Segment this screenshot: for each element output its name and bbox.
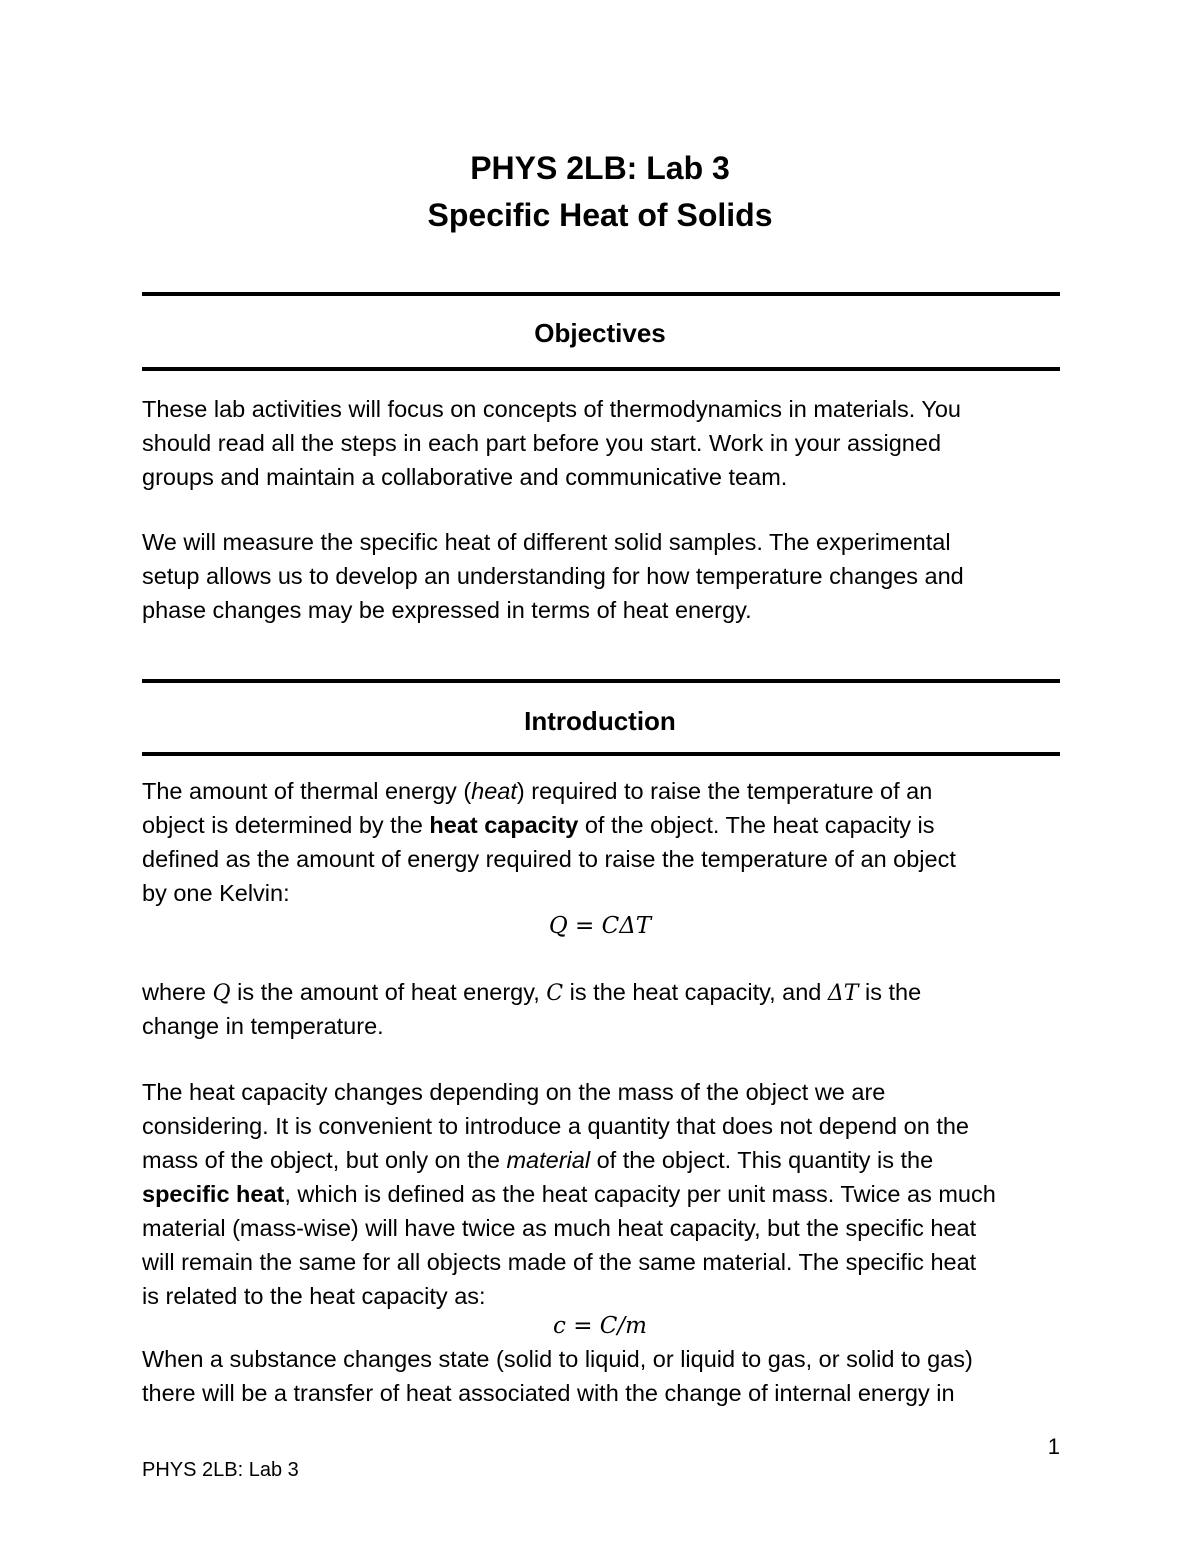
variable-delta-t: ΔT xyxy=(827,981,859,1006)
intro-paragraph-3 xyxy=(142,1075,1060,1313)
text-run: of the object. The heat capacity is xyxy=(578,812,935,838)
text-line xyxy=(142,1177,1060,1211)
objectives-heading: Objectives xyxy=(534,318,666,348)
document-title: PHYS 2LB: Lab 3 xyxy=(470,150,730,186)
equation-heat-capacity: Q = CΔT xyxy=(548,913,652,939)
text-run: of the object. This quantity is the xyxy=(590,1147,934,1173)
text-line: When a substance changes state (solid to liquid, or liquid to gas, or solid to gas) xyxy=(142,1346,973,1372)
term-specific-heat: specific heat xyxy=(142,1181,285,1207)
emphasis-material: material xyxy=(506,1147,591,1173)
text-line: by one Kelvin: xyxy=(142,880,290,906)
text-line: We will measure the specific heat of different solid samples. The experimental xyxy=(142,529,951,555)
page-number: 1 xyxy=(1047,1434,1060,1459)
text-run: is the heat capacity, and xyxy=(563,979,828,1005)
section-rule-top xyxy=(142,679,1060,683)
section-rule-bottom xyxy=(142,367,1060,371)
text-line: will remain the same for all objects made of the same material. The specific heat xyxy=(142,1249,977,1275)
objectives-paragraph-2 xyxy=(142,525,1060,627)
text-line: These lab activities will focus on concepts of thermodynamics in materials. You xyxy=(142,396,961,422)
term-heat-capacity: heat capacity xyxy=(429,812,579,838)
intro-paragraph-4 xyxy=(142,1342,1060,1410)
text-line xyxy=(142,774,1060,808)
text-line: groups and maintain a collaborative and communicative team. xyxy=(142,464,788,490)
section-rule-top xyxy=(142,292,1060,296)
text-line xyxy=(142,975,1060,1009)
introduction-heading: Introduction xyxy=(524,706,676,736)
text-run: ) required to raise the temperature of an xyxy=(516,778,933,804)
text-line xyxy=(142,1143,1060,1177)
text-line xyxy=(142,808,1060,842)
text-run: where xyxy=(142,979,213,1005)
text-line: should read all the steps in each part before you start. Work in your assigned xyxy=(142,430,942,456)
text-run: , which is defined as the heat capacity per unit mass. Twice as much xyxy=(284,1181,996,1207)
text-line: material (mass-wise) will have twice as much heat capacity, but the specific heat xyxy=(142,1215,977,1241)
text-line: is related to the heat capacity as: xyxy=(142,1283,486,1309)
text-line: there will be a transfer of heat associated with the change of internal energy in xyxy=(142,1380,955,1406)
equation-specific-heat: c = C/m xyxy=(553,1313,647,1339)
section-rule-bottom xyxy=(142,752,1060,756)
objectives-paragraph-1 xyxy=(142,392,1060,494)
text-line: considering. It is convenient to introduce a quantity that does not depend on the xyxy=(142,1113,969,1139)
text-line: phase changes may be expressed in terms of heat energy. xyxy=(142,597,752,623)
emphasis-heat: heat xyxy=(471,778,517,804)
text-run: object is determined by the xyxy=(142,812,430,838)
variable-c: C xyxy=(546,981,564,1006)
text-line: change in temperature. xyxy=(142,1013,384,1039)
text-line: setup allows us to develop an understanding for how temperature changes and xyxy=(142,563,964,589)
text-run: is the amount of heat energy, xyxy=(230,979,547,1005)
text-run: mass of the object, but only on the xyxy=(142,1147,507,1173)
text-line: defined as the amount of energy required to raise the temperature of an object xyxy=(142,846,956,872)
text-run: is the xyxy=(858,979,922,1005)
document-subtitle: Specific Heat of Solids xyxy=(427,197,773,233)
text-line: The heat capacity changes depending on the mass of the object we are xyxy=(142,1079,886,1105)
variable-q: Q xyxy=(212,981,231,1006)
intro-paragraph-1 xyxy=(142,774,1060,910)
text-run: The amount of thermal energy ( xyxy=(142,778,472,804)
intro-paragraph-2 xyxy=(142,975,1060,1043)
footer-running-title: PHYS 2LB: Lab 3 xyxy=(142,1459,299,1481)
